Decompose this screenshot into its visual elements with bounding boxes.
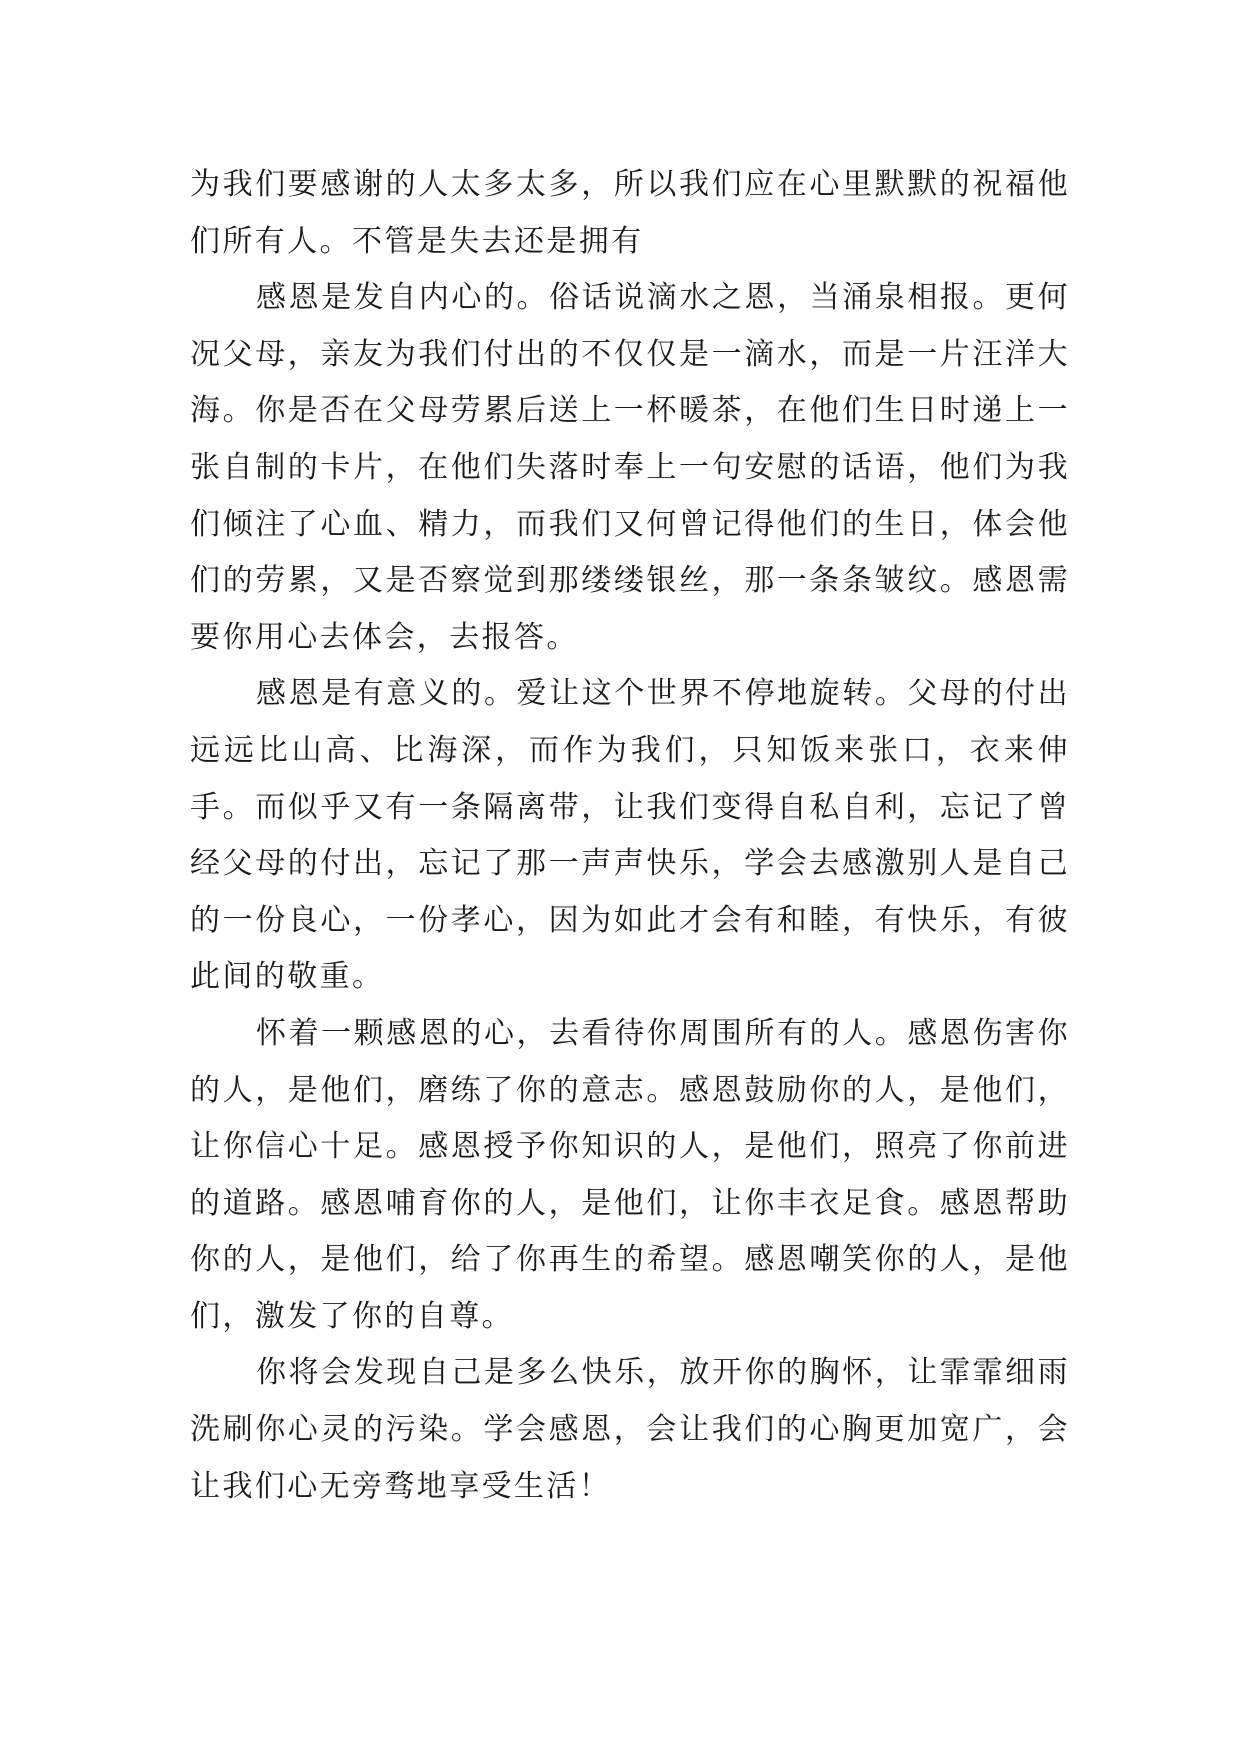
document-body <box>190 157 1070 1515</box>
paragraph-4: 怀着一颗感恩的心，去看待你周围所有的人。感恩伤害你的人，是他们，磨练了你的意志。感恩鼓励你的人，是他们，让你信心十足。感恩授予你知识的人，是他们，照亮了你前进的道路。感恩哺育你的人，是他们，让你丰衣足食。感恩帮助你的人，是他们，给了你再生的希望。感恩嘲笑你的人，是他们，激发了你的自尊。 <box>190 1015 1070 1334</box>
paragraph-2: 感恩是发自内心的。俗话说滴水之恩，当涌泉相报。更何况父母，亲友为我们付出的不仅仅是一滴水，而是一片汪洋大海。你是否在父母劳累后送上一杯暖茶，在他们生日时递上一张自制的卡片，在他们失落时奉上一句安慰的话语，他们为我们倾注了心血、精力，而我们又何曾记得他们的生日，体会他们的劳累，又是否察觉到那缕缕银丝，那一条条皱纹。感恩需要你用心去体会，去报答。 <box>190 280 1070 655</box>
paragraph-1: 为我们要感谢的人太多太多，所以我们应在心里默默的祝福他们所有人。不管是失去还是拥有 <box>190 167 1070 259</box>
paragraph-3: 感恩是有意义的。爱让这个世界不停地旋转。父母的付出远远比山高、比海深，而作为我们，只知饭来张口，衣来伸手。而似乎又有一条隔离带，让我们变得自私自利，忘记了曾经父母的付出，忘记了那一声声快乐，学会去感激别人是自己的一份良心，一份孝心，因为如此才会有和睦，有快乐，有彼此间的敬重。 <box>190 676 1070 995</box>
paragraph-5: 你将会发现自己是多么快乐，放开你的胸怀，让霏霏细雨洗刷你心灵的污染。学会感恩，会让我们的心胸更加宽广，会让我们心无旁骛地享受生活！ <box>190 1355 1070 1504</box>
